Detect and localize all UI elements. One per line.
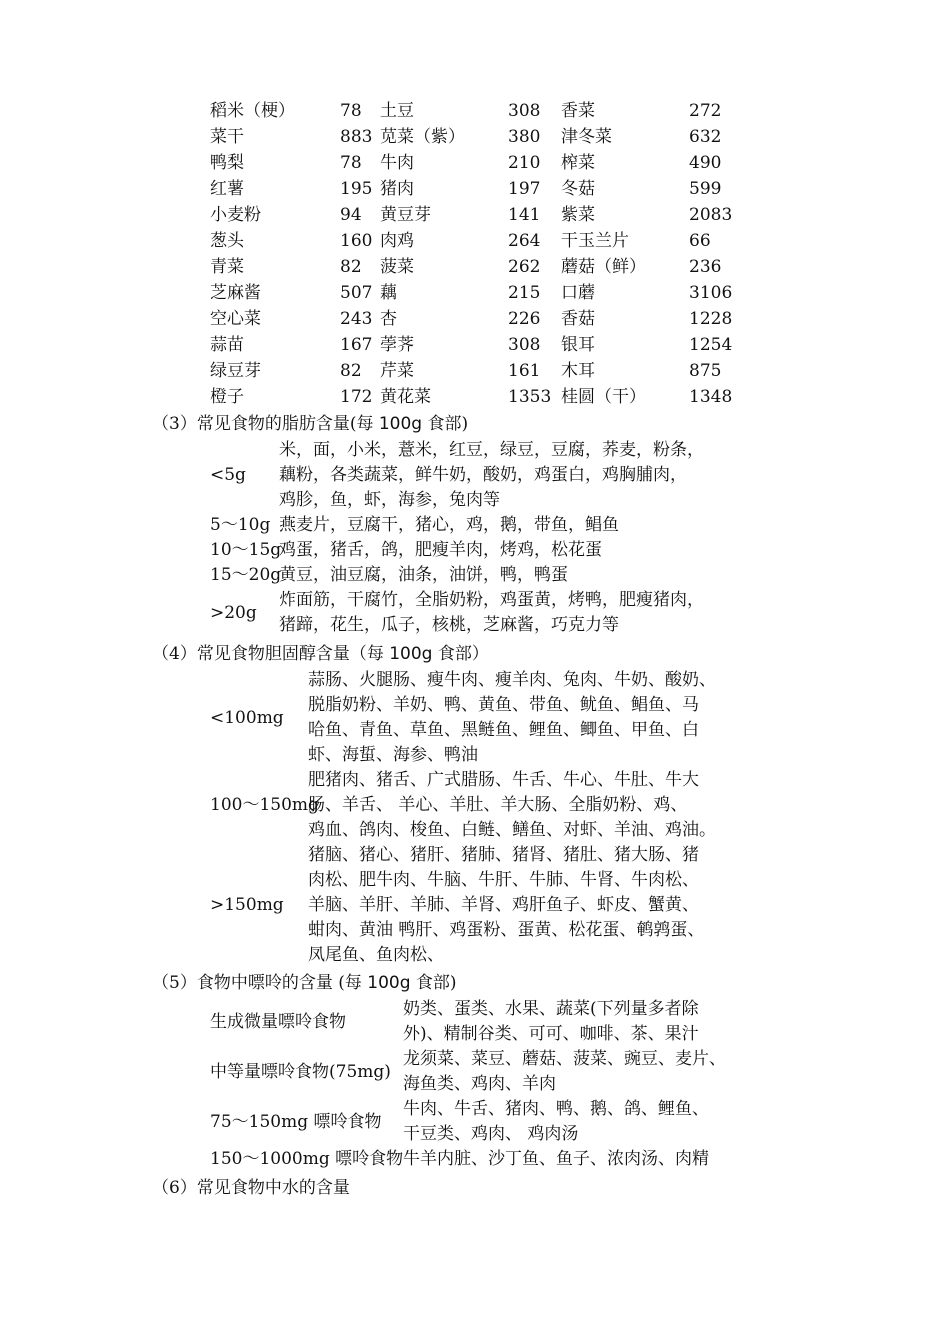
fat-heading-unit: 100g — [378, 414, 423, 434]
food-name: 黄豆芽 — [380, 205, 431, 225]
food-list-line: 外)、精制谷类、可可、咖啡、茶、果汁 — [403, 1024, 699, 1044]
range-label: 75～150mg 嘌呤食物 — [210, 1111, 382, 1132]
food-name: 香菇 — [561, 309, 595, 329]
food-list-line: 炸面筋，干腐竹，全脂奶粉，鸡蛋黄，烤鸭，肥瘦猪肉， — [279, 590, 704, 610]
food-name: 菜干 — [210, 127, 244, 147]
food-list-line: 凤尾鱼、鱼肉松、 — [308, 945, 444, 965]
food-name: 榨菜 — [561, 153, 595, 173]
range-label: 15～20g — [210, 565, 282, 585]
food-list-line: 鸡蛋，猪舌，鸽，肥瘦羊肉，烤鸡，松花蛋 — [279, 540, 602, 560]
cholesterol-heading-prefix: （4）常见食物胆固醇含量（每 — [152, 644, 390, 664]
food-name: 蘑菇（鲜） — [561, 257, 646, 277]
food-value: 160 — [340, 231, 373, 251]
food-list-line: 猪蹄，花生，瓜子，核桃，芝麻酱，巧克力等 — [279, 615, 619, 635]
food-list — [403, 997, 699, 1047]
food-name: 菠菜 — [380, 257, 414, 277]
food-list — [308, 668, 716, 768]
purine-heading-suffix: 食部) — [410, 973, 457, 993]
food-list — [403, 1047, 726, 1097]
food-name: 绿豆芽 — [210, 361, 261, 381]
food-name: 小麦粉 — [210, 205, 261, 225]
food-value: 632 — [689, 127, 722, 147]
food-name: 苋菜（紫） — [380, 127, 465, 147]
food-list — [403, 1097, 709, 1147]
food-value: 172 — [340, 387, 373, 407]
food-list-line: 肥猪肉、猪舌、广式腊肠、牛舌、牛心、牛肚、牛大 — [308, 770, 699, 790]
food-list-line: 蚶肉、黄油 鸭肝、鸡蛋粉、蛋黄、松花蛋、鹌鹑蛋、 — [308, 920, 705, 940]
purine-section-heading — [152, 970, 457, 996]
food-name: 干玉兰片 — [561, 231, 629, 251]
range-label: >20g — [210, 602, 257, 623]
food-list — [308, 768, 716, 843]
food-list-line: 脱脂奶粉、羊奶、鸭、黄鱼、带鱼、鱿鱼、鲳鱼、马 — [308, 695, 699, 715]
food-list-line: 哈鱼、青鱼、草鱼、黑鲢鱼、鲤鱼、鲫鱼、甲鱼、白 — [308, 720, 699, 740]
food-value: 599 — [689, 179, 722, 199]
food-list-line: 燕麦片，豆腐干，猪心，鸡，鹅，带鱼，鲳鱼 — [279, 515, 619, 535]
food-value: 78 — [340, 153, 362, 173]
food-list — [308, 843, 704, 968]
food-list-line: 奶类、蛋类、水果、蔬菜(下列量多者除 — [403, 999, 699, 1019]
food-name: 木耳 — [561, 361, 595, 381]
food-value: 141 — [508, 205, 541, 225]
range-label: 中等量嘌呤食物(75mg) — [210, 1061, 391, 1082]
food-list — [403, 1147, 709, 1172]
food-list — [279, 588, 704, 638]
food-value: 875 — [689, 361, 722, 381]
food-list-line: 鸡胗，鱼，虾，海参，兔肉等 — [279, 490, 500, 510]
range-label: <5g — [210, 465, 246, 485]
food-value: 210 — [508, 153, 541, 173]
food-name: 土豆 — [380, 101, 414, 121]
food-value: 1348 — [689, 387, 733, 407]
food-list-line: 龙须菜、菜豆、蘑菇、菠菜、豌豆、麦片、 — [403, 1049, 726, 1069]
food-list-line: 干豆类、鸡肉、 鸡肉汤 — [403, 1124, 579, 1144]
food-value: 3106 — [689, 283, 733, 303]
purine-heading-unit: 100g — [367, 973, 411, 993]
food-name: 猪肉 — [380, 179, 414, 199]
food-name: 芹菜 — [380, 361, 414, 381]
food-list-line: 米，面，小米，薏米，红豆，绿豆，豆腐，荞麦，粉条， — [279, 440, 704, 460]
cholesterol-heading-suffix: 食部） — [432, 644, 489, 664]
food-value: 490 — [689, 153, 722, 173]
fat-heading-prefix: （3）常见食物的脂肪含量(每 — [152, 414, 379, 434]
food-list-line: 羊脑、羊肝、羊肺、羊肾、鸡肝鱼子、虾皮、蟹黄、 — [308, 895, 699, 915]
food-name: 青菜 — [210, 257, 244, 277]
food-list-line: 猪脑、猪心、猪肝、猪肺、猪肾、猪肚、猪大肠、猪 — [308, 845, 699, 865]
food-list-line: 黄豆，油豆腐，油条，油饼，鸭，鸭蛋 — [279, 565, 568, 585]
food-list-line: 海鱼类、鸡肉、羊肉 — [403, 1074, 556, 1094]
food-list-line: 蒜肠、火腿肠、瘦牛肉、瘦羊肉、兔肉、牛奶、酸奶、 — [308, 670, 716, 690]
food-value: 262 — [508, 257, 541, 277]
food-list-line: 虾、海蜇、海参、鸭油 — [308, 745, 478, 765]
food-name: 黄花菜 — [380, 387, 431, 407]
food-name: 口蘑 — [561, 283, 595, 303]
food-name: 桂圆（干） — [561, 387, 646, 407]
food-value: 883 — [340, 127, 373, 147]
food-value: 236 — [689, 257, 722, 277]
food-name: 银耳 — [561, 335, 595, 355]
food-value: 507 — [340, 283, 373, 303]
food-list — [279, 513, 619, 538]
food-value: 94 — [340, 205, 362, 225]
food-name: 葱头 — [210, 231, 244, 251]
food-value: 215 — [508, 283, 541, 303]
food-value: 243 — [340, 309, 373, 329]
food-value: 78 — [340, 101, 362, 121]
range-label: >150mg — [210, 895, 284, 915]
food-list-line: 肠、羊舌、 羊心、羊肚、羊大肠、全脂奶粉、鸡、 — [308, 795, 688, 815]
range-label: 10～15g — [210, 540, 282, 560]
food-value: 66 — [689, 231, 711, 251]
food-name: 鸭梨 — [210, 153, 244, 173]
food-value: 272 — [689, 101, 722, 121]
food-value: 308 — [508, 335, 541, 355]
food-name: 蒜苗 — [210, 335, 244, 355]
food-name: 橙子 — [210, 387, 244, 407]
food-list-line: 牛羊内脏、沙丁鱼、鱼子、浓肉汤、肉精 — [403, 1149, 709, 1169]
food-list — [279, 538, 602, 563]
food-value: 167 — [340, 335, 373, 355]
food-value: 1228 — [689, 309, 733, 329]
food-name: 冬菇 — [561, 179, 595, 199]
food-list — [279, 563, 568, 588]
food-list-line: 牛肉、牛舌、猪肉、鸭、鹅、鸽、鲤鱼、 — [403, 1099, 709, 1119]
food-name: 藕 — [380, 283, 397, 303]
cholesterol-section-heading — [152, 641, 489, 667]
food-list-line: 肉松、肥牛肉、牛脑、牛肝、牛肺、牛肾、牛肉松、 — [308, 870, 699, 890]
food-list-line: 鸡血、鸽肉、梭鱼、白鲢、鳝鱼、对虾、羊油、鸡油。 — [308, 820, 716, 840]
food-value: 82 — [340, 257, 362, 277]
range-label: 5～10g — [210, 515, 271, 535]
food-value: 1254 — [689, 335, 733, 355]
food-name: 芝麻酱 — [210, 283, 261, 303]
food-name: 稻米（梗） — [210, 101, 295, 121]
food-value: 308 — [508, 101, 541, 121]
cholesterol-heading-unit: 100g — [389, 644, 433, 664]
fat-section-heading — [152, 411, 468, 437]
food-name: 杏 — [380, 309, 397, 329]
range-label: <100mg — [210, 707, 284, 728]
range-label: 生成微量嘌呤食物 — [210, 1011, 346, 1032]
food-name: 肉鸡 — [380, 231, 414, 251]
food-value: 197 — [508, 179, 541, 199]
food-name: 紫菜 — [561, 205, 595, 225]
food-value: 195 — [340, 179, 373, 199]
food-name: 香菜 — [561, 101, 595, 121]
range-label: 150～1000mg 嘌呤食物 — [210, 1149, 404, 1169]
food-name: 空心菜 — [210, 309, 261, 329]
food-value: 226 — [508, 309, 541, 329]
food-value: 161 — [508, 361, 541, 381]
food-name: 津冬菜 — [561, 127, 612, 147]
food-value: 1353 — [508, 387, 552, 407]
food-value: 380 — [508, 127, 541, 147]
food-name: 荸荠 — [380, 335, 414, 355]
fat-heading-suffix: 食部) — [422, 414, 469, 434]
food-value: 2083 — [689, 205, 733, 225]
food-list-line: 藕粉，各类蔬菜，鲜牛奶，酸奶，鸡蛋白，鸡胸脯肉， — [279, 465, 687, 485]
range-label: 100～150mg — [210, 795, 319, 815]
food-list — [279, 438, 704, 513]
food-value: 264 — [508, 231, 541, 251]
purine-heading-prefix: （5）食物中嘌呤的含量 (每 — [152, 973, 368, 993]
water-section-heading: （6）常见食物中水的含量 — [152, 1178, 350, 1198]
food-name: 牛肉 — [380, 153, 414, 173]
food-value: 82 — [340, 361, 362, 381]
food-name: 红薯 — [210, 179, 244, 199]
